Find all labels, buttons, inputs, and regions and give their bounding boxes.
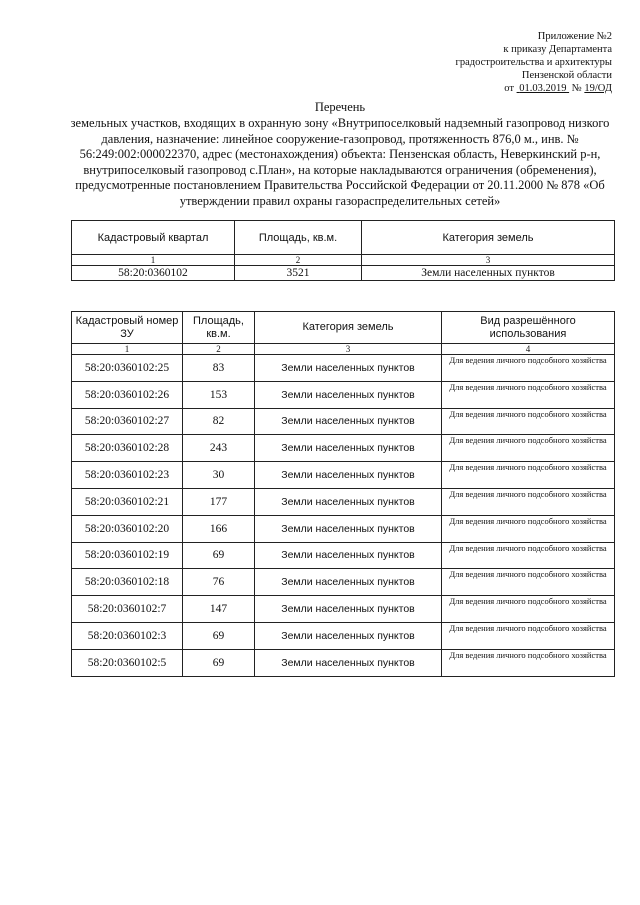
appendix-line: Приложение №2: [537, 31, 612, 42]
cell-cadastral-number: 58:20:0360102:5: [72, 649, 183, 676]
table-row: [72, 596, 615, 623]
appendix-line: градостроительства и архитектуры: [455, 57, 612, 68]
column-number: 3: [255, 344, 442, 355]
table-row: [72, 649, 615, 676]
cell-area: 153: [183, 381, 255, 408]
table-row: [72, 542, 615, 569]
table-row: [72, 622, 615, 649]
cell-cadastral-number: 58:20:0360102:3: [72, 622, 183, 649]
appendix-date-line: [456, 82, 612, 95]
appendix-line: Пензенской области: [521, 70, 612, 81]
cell-cadastral-number: 58:20:0360102:27: [72, 408, 183, 435]
header-cell: Вид разрешённого использования: [442, 312, 615, 344]
column-number: 3: [362, 255, 615, 266]
cell-category: Земли населенных пунктов: [255, 596, 442, 623]
cell-cadastral-number: 58:20:0360102:19: [72, 542, 183, 569]
cell-cadastral-number: 58:20:0360102:25: [72, 355, 183, 382]
table-row: [72, 515, 615, 542]
quarter-table: [71, 220, 615, 281]
cell-permitted-use: Для ведения личного подсобного хозяйства: [442, 622, 615, 649]
cell-permitted-use: Для ведения личного подсобного хозяйства: [442, 488, 615, 515]
date-prefix: от: [504, 83, 514, 94]
appendix-header: [456, 30, 612, 95]
cell-permitted-use: Для ведения личного подсобного хозяйства: [442, 515, 615, 542]
cell-permitted-use: Для ведения личного подсобного хозяйства: [442, 569, 615, 596]
appendix-line: к приказу Департамента: [503, 44, 612, 55]
cell-category: Земли населенных пунктов: [255, 488, 442, 515]
table-header-row: [72, 312, 615, 344]
cell-category: Земли населенных пунктов: [255, 355, 442, 382]
cell-category: Земли населенных пунктов: [255, 435, 442, 462]
header-cell: Площадь, кв.м.: [235, 221, 362, 255]
cell-category: Земли населенных пунктов: [255, 462, 442, 489]
cell-category: Земли населенных пунктов: [255, 622, 442, 649]
table-row: [72, 408, 615, 435]
cell-permitted-use: Для ведения личного подсобного хозяйства: [442, 381, 615, 408]
cell-permitted-use: Для ведения личного подсобного хозяйства: [442, 542, 615, 569]
cell-area: 177: [183, 488, 255, 515]
cell-cadastral-number: 58:20:0360102:28: [72, 435, 183, 462]
column-number: 1: [72, 344, 183, 355]
document-title: Перечень: [314, 100, 366, 114]
cell-cadastral-number: 58:20:0360102:7: [72, 596, 183, 623]
cell-quarter: 58:20:0360102: [72, 266, 235, 281]
table-row: [72, 355, 615, 382]
header-cell: Кадастровый квартал: [72, 221, 235, 255]
column-number: 2: [183, 344, 255, 355]
order-date: 01.03.2019: [519, 83, 567, 94]
column-number: 2: [235, 255, 362, 266]
cell-permitted-use: Для ведения личного подсобного хозяйства: [442, 408, 615, 435]
table-number-row: [72, 255, 615, 266]
parcels-table: [71, 311, 615, 677]
order-number: 19/ОД: [584, 83, 612, 94]
cell-category: Земли населенных пунктов: [255, 381, 442, 408]
cell-area: 30: [183, 462, 255, 489]
table-row: [72, 462, 615, 489]
cell-area: 69: [183, 542, 255, 569]
cell-category: Земли населенных пунктов: [362, 266, 615, 281]
header-cell: Площадь, кв.м.: [183, 312, 255, 344]
cell-area: 3521: [235, 266, 362, 281]
cell-area: 83: [183, 355, 255, 382]
cell-permitted-use: Для ведения личного подсобного хозяйства: [442, 596, 615, 623]
table-row: [72, 435, 615, 462]
cell-cadastral-number: 58:20:0360102:26: [72, 381, 183, 408]
header-cell: Кадастровый номер ЗУ: [72, 312, 183, 344]
cell-cadastral-number: 58:20:0360102:18: [72, 569, 183, 596]
cell-cadastral-number: 58:20:0360102:23: [72, 462, 183, 489]
cell-category: Земли населенных пунктов: [255, 515, 442, 542]
cell-area: 147: [183, 596, 255, 623]
cell-permitted-use: Для ведения личного подсобного хозяйства: [442, 649, 615, 676]
cell-cadastral-number: 58:20:0360102:20: [72, 515, 183, 542]
cell-area: 69: [183, 649, 255, 676]
table-row: [72, 488, 615, 515]
cell-permitted-use: Для ведения личного подсобного хозяйства: [442, 355, 615, 382]
header-cell: Категория земель: [362, 221, 615, 255]
cell-category: Земли населенных пунктов: [255, 569, 442, 596]
cell-area: 243: [183, 435, 255, 462]
cell-cadastral-number: 58:20:0360102:21: [72, 488, 183, 515]
header-cell: Категория земель: [255, 312, 442, 344]
column-number: 4: [442, 344, 615, 355]
cell-area: 166: [183, 515, 255, 542]
cell-category: Земли населенных пунктов: [255, 408, 442, 435]
number-prefix: №: [571, 83, 582, 94]
document-intro: земельных участков, входящих в охранную зону «Внутрипоселковый надземный газопровод низкого давления, назначение: линейное сооружение-газопровод, протяженность 876,0 м., инв. № 56:249:002:000022370, адрес (местонахождения) объекта: Пензенская область, Неверкинский р-н, внутрипоселковый газопровод с.План», на которые накладываются ограничения (обременения), предусмотренные постановлением Правительства Российской Федерации от 20.11.2000 № 878 «Об утверждении правил охраны газораспределительных сетей»: [70, 116, 610, 208]
cell-area: 76: [183, 569, 255, 596]
table-row: [72, 266, 615, 281]
cell-category: Земли населенных пунктов: [255, 649, 442, 676]
cell-permitted-use: Для ведения личного подсобного хозяйства: [442, 435, 615, 462]
column-number: 1: [72, 255, 235, 266]
cell-category: Земли населенных пунктов: [255, 542, 442, 569]
table-row: [72, 381, 615, 408]
table-header-row: [72, 221, 615, 255]
cell-area: 82: [183, 408, 255, 435]
cell-permitted-use: Для ведения личного подсобного хозяйства: [442, 462, 615, 489]
table-number-row: [72, 344, 615, 355]
cell-area: 69: [183, 622, 255, 649]
table-row: [72, 569, 615, 596]
